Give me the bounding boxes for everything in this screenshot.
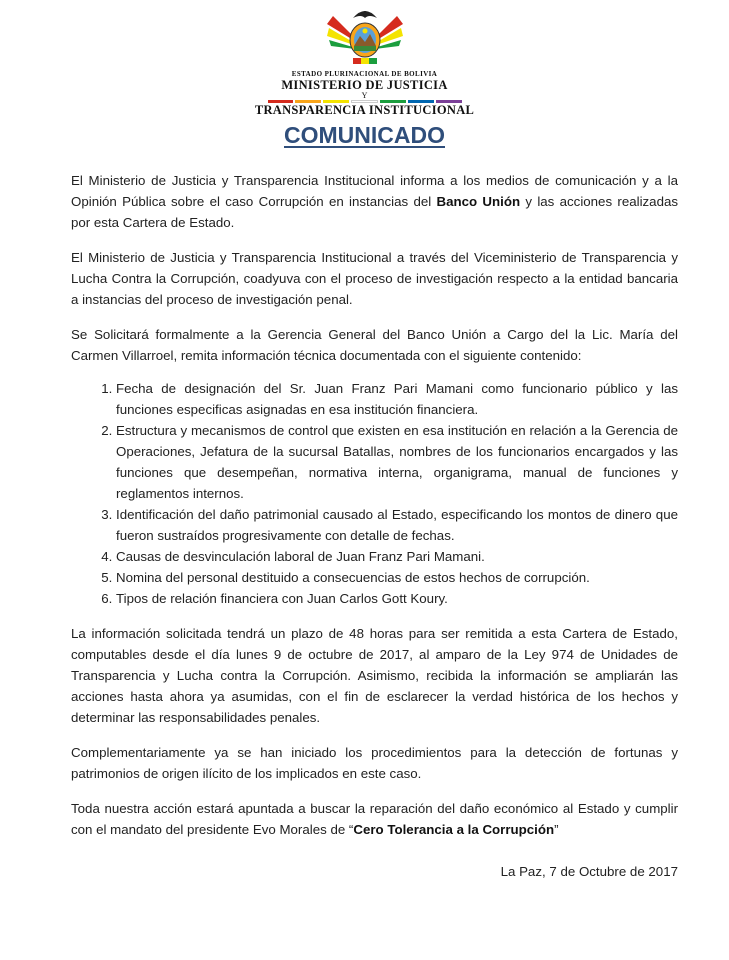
letterhead <box>0 6 729 117</box>
coat-of-arms-icon <box>323 6 407 68</box>
paragraph-request: Se Solicitará formalmente a la Gerencia General del Banco Unión a Cargo del la Lic. María del Carmen Villarroel, remita información técnica documentada con el siguiente contenido: <box>71 327 678 363</box>
document-date: La Paz, 7 de Octubre de 2017 <box>500 864 678 879</box>
list-item: 4. Causas de desvinculación laboral de Juan Franz Pari Mamani. <box>116 546 678 567</box>
ministry-name-line2: TRANSPARENCIA INSTITUCIONAL <box>254 103 475 117</box>
paragraph-text: El Ministerio de Justicia y Transparencia Institucional informa a los medios de comunicación y a la Opinión Pública sobre el caso Corrupción en instancias del <box>71 173 678 209</box>
paragraph-deadline: La información solicitada tendrá un plazo de 48 horas para ser remitida a esta Cartera de Estado, computables desde el día lunes 9 de octubre de 2017, al amparo de la Ley 974 de Unidades de Transparencia y Lucha contra la Corrupción. Asimismo, recibida la información se ampliarán las acciones hasta ahora ya asumidas, con el fin de esclarecer la verdad histórica de los hechos y determinar las responsabilidades penales. <box>71 626 678 725</box>
paragraph-text: Toda nuestra acción estará apuntada a buscar la reparación del daño económico al Estado y cumplir con el mandato del presidente Evo Morales de “ <box>71 801 678 837</box>
state-name: ESTADO PLURINACIONAL DE BOLIVIA <box>291 70 438 78</box>
request-list <box>71 378 678 609</box>
paragraph-intro <box>71 170 678 233</box>
list-item: 1. Fecha de designación del Sr. Juan Franz Pari Mamani como funcionario público y las funciones especificas asignadas en esa institución financiera. <box>116 378 678 420</box>
list-item: 6. Tipos de relación financiera con Juan Carlos Gott Koury. <box>116 588 678 609</box>
document-title: COMUNICADO <box>284 122 445 148</box>
paragraph-closing <box>71 798 678 840</box>
list-item: 5. Nomina del personal destituido a consecuencias de estos hechos de corrupción. <box>116 567 678 588</box>
ministry-name-line1: MINISTERIO DE JUSTICIA <box>281 78 448 92</box>
paragraph-procedures: Complementariamente ya se han iniciado los procedimientos para la detección de fortunas y patrimonios de origen ilícito de los implicados en este caso. <box>71 745 678 781</box>
document-body <box>71 170 678 854</box>
paragraph-text: y las acciones realizadas por esta Cartera de Estado. <box>71 194 679 230</box>
ministry-conjunction: Y <box>361 91 368 100</box>
list-item: 2. Estructura y mecanismos de control que existen en esa institución en relación a la Gerencia de Operaciones, Jefatura de la sucursal Batallas, nombres de los funcionarios encargados y las funciones que desempeñan, normativa interna, organigrama, manual de funciones y reglamentos internos. <box>116 420 678 504</box>
paragraph-text: ” <box>554 822 559 837</box>
paragraph-viceministry: El Ministerio de Justicia y Transparencia Institucional a través del Viceministerio de Transparencia y Lucha Contra la Corrupción, coadyuva con el proceso de investigación respecto a la entidad bancaria a instancias del proceso de investigación penal. <box>71 250 678 307</box>
bold-text: Banco Unión <box>436 194 521 209</box>
list-item: 3. Identificación del daño patrimonial causado al Estado, especificando los montos de dinero que fueron sustraídos progresivamente con detalle de fechas. <box>116 504 678 546</box>
bold-text: Cero Tolerancia a la Corrupción <box>353 822 555 837</box>
